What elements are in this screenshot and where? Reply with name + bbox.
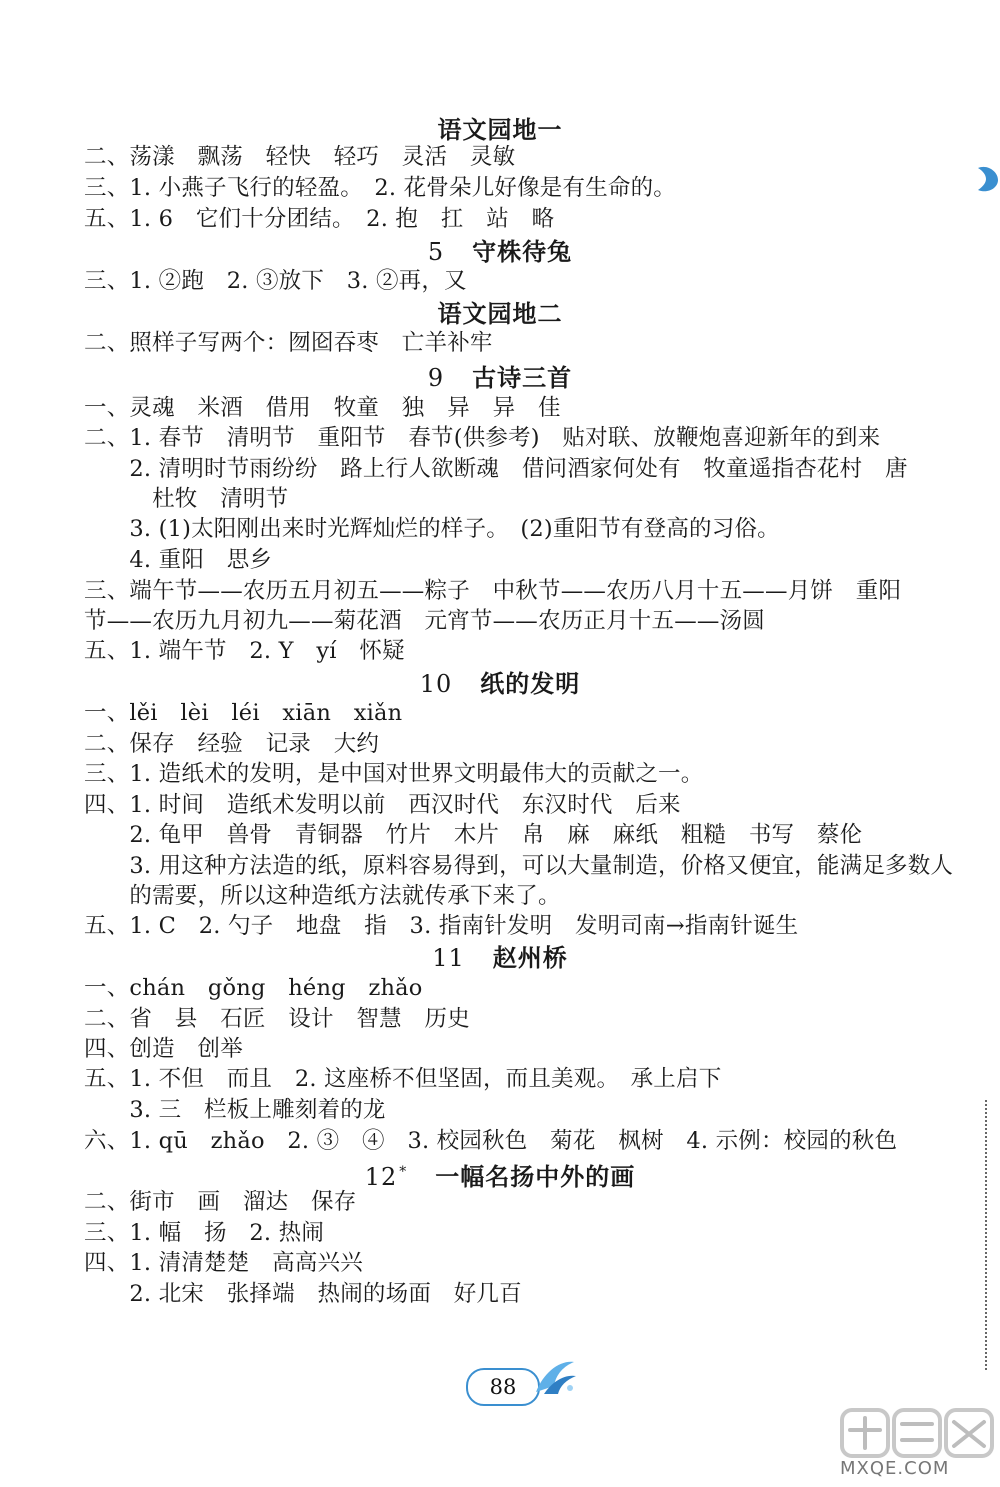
watermark-url: MXQE.COM	[840, 1458, 950, 1479]
section-heading-gushi-sanshou: 9 古诗三首	[427, 364, 573, 392]
answer-line: 五、1. 端午节 2. Y yí 怀疑	[84, 638, 405, 664]
answer-line: 三、1. ②跑 2. ③放下 3. ②再，又	[84, 268, 467, 294]
answer-line: 杜牧 清明节	[84, 486, 289, 512]
answer-line: 二、街市 画 溜达 保存	[84, 1189, 357, 1215]
answer-line: 一、灵魂 米酒 借用 牧童 独 异 异 佳	[84, 395, 561, 421]
answer-line: 六、1. qū zhǎo 2. ③ ④ 3. 校园秋色 菊花 枫树 4. 示例：校园的秋色	[84, 1128, 898, 1154]
answer-line: 三、1. 幅 扬 2. 热闹	[84, 1220, 325, 1246]
answer-line: 三、1. 小燕子飞行的轻盈。 2. 花骨朵儿好像是有生命的。	[84, 175, 676, 201]
answer-line: 四、创造 创举	[84, 1036, 243, 1062]
section-heading-shouzhu-daitu: 5 守株待兔	[427, 238, 573, 266]
answer-line: 二、荡漾 飘荡 轻快 轻巧 灵活 灵敏	[84, 144, 516, 170]
answer-line: 五、1. C 2. 勺子 地盘 指 3. 指南针发明 发明司南→指南针诞生	[84, 913, 799, 939]
binding-dotted-line	[985, 1100, 987, 1370]
section-heading-yuwen-yuandi-1: 语文园地一	[437, 116, 563, 144]
answer-line: 四、1. 时间 造纸术发明以前 西汉时代 东汉时代 后来	[84, 792, 681, 818]
answer-line: 五、1. 6 它们十分团结。 2. 抱 扛 站 略	[84, 206, 555, 232]
answer-line: 二、1. 春节 清明节 重阳节 春节(供参考) 贴对联、放鞭炮喜迎新年的到来	[84, 425, 881, 451]
answer-line: 二、省 县 石匠 设计 智慧 历史	[84, 1006, 470, 1032]
answer-line: 2. 北宋 张择端 热闹的场面 好几百	[84, 1281, 522, 1307]
section-heading-yifu-mingyang-zhongwai-de-hua: 12 * 一幅名扬中外的画	[364, 1163, 636, 1191]
answer-line: 的需要，所以这种造纸方法就传承下来了。	[84, 883, 561, 909]
answer-line: 2. 龟甲 兽骨 青铜器 竹片 木片 帛 麻 麻纸 粗糙 书写 蔡伦	[84, 822, 863, 848]
page-number: 88	[466, 1368, 540, 1406]
section-heading-zhi-de-faming: 10 纸的发明	[419, 670, 581, 698]
answer-line: 二、照样子写两个：囫囵吞枣 亡羊补牢	[84, 330, 493, 356]
answer-line: 五、1. 不但 而且 2. 这座桥不但坚固，而且美观。 承上启下	[84, 1066, 722, 1092]
answer-line: 三、端午节——农历五月初五——粽子 中秋节——农历八月十五——月饼 重阳	[84, 578, 902, 604]
answer-line: 3. 用这种方法造的纸，原料容易得到，可以大量制造，价格又便宜，能满足多数人	[84, 853, 954, 879]
answer-line: 一、chán gǒng héng zhǎo	[84, 975, 423, 1001]
answer-line: 四、1. 清清楚楚 高高兴兴	[84, 1250, 363, 1276]
edge-tab-icon	[974, 164, 1000, 194]
answer-line: 节——农历九月初九——菊花酒 元宵节——农历正月十五——汤圆	[84, 608, 766, 634]
swirl-decoration-icon	[530, 1352, 580, 1398]
answer-line: 4. 重阳 思乡	[84, 547, 273, 573]
answer-line: 3. (1)太阳刚出来时光辉灿烂的样子。 (2)重阳节有登高的习俗。	[84, 516, 780, 542]
answer-line: 3. 三 栏板上雕刻着的龙	[84, 1097, 386, 1123]
answer-line: 二、保存 经验 记录 大约	[84, 731, 380, 757]
section-heading-zhaozhou-qiao: 11 赵州桥	[432, 944, 568, 972]
answer-line: 一、lěi lèi léi xiān xiǎn	[84, 700, 403, 726]
answer-line: 三、1. 造纸术的发明，是中国对世界文明最伟大的贡献之一。	[84, 761, 704, 787]
answer-line: 2. 清明时节雨纷纷 路上行人欲断魂 借问酒家何处有 牧童遥指杏花村 唐	[84, 456, 908, 482]
section-heading-yuwen-yuandi-2: 语文园地二	[437, 300, 563, 328]
